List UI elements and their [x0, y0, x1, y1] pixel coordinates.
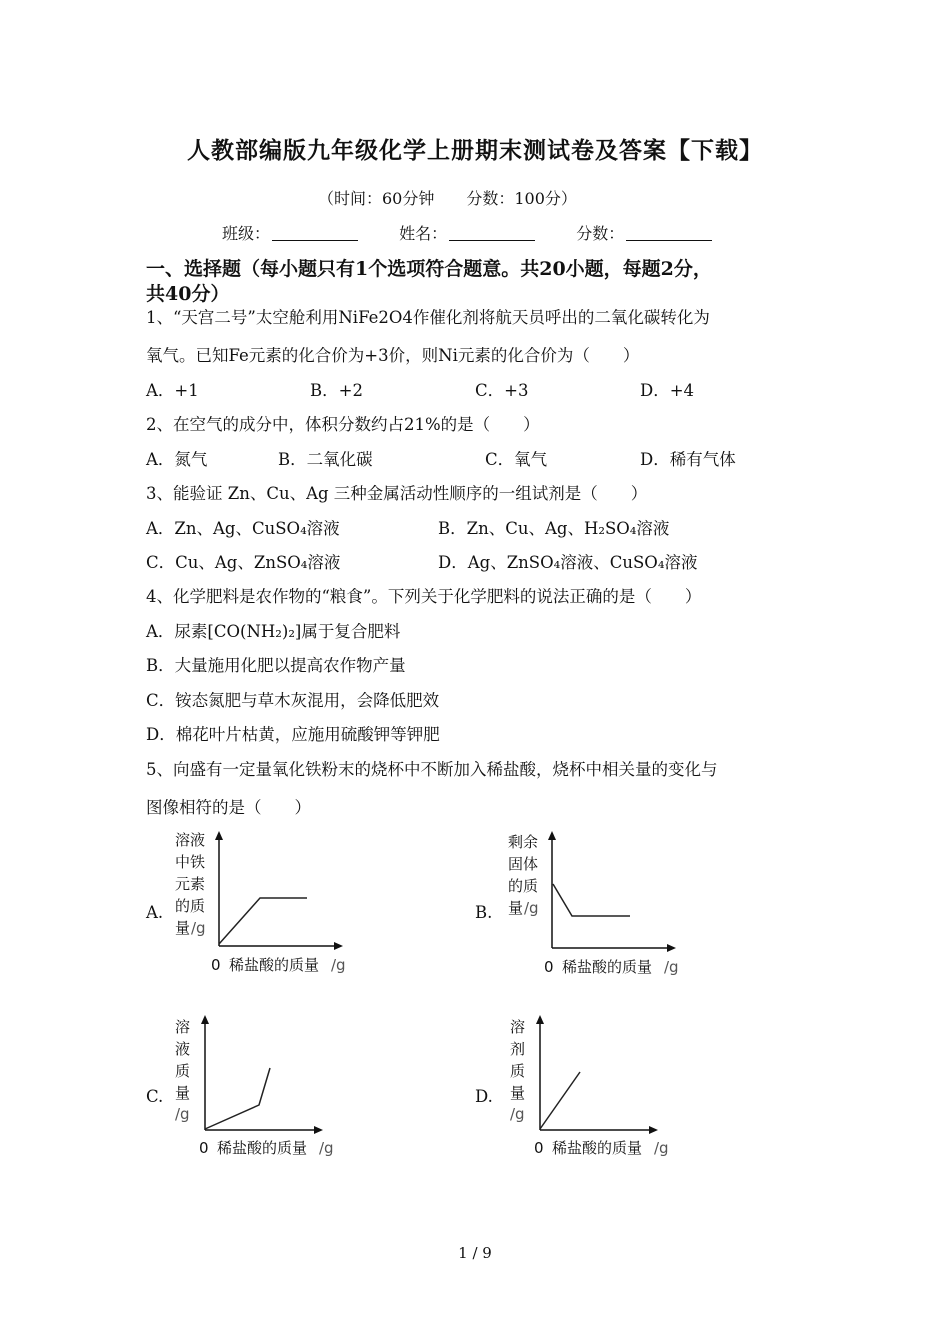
page-title: 人教部编版九年级化学上册期末测试卷及答案【下载】: [187, 137, 763, 164]
graph-b: [498, 826, 698, 976]
graph-c-curve: [205, 1068, 270, 1129]
graph-b-ylabel-line: 的质: [508, 877, 539, 895]
graph-c-ylabel: [175, 1018, 190, 1123]
section-heading-cont: 共40分）: [146, 283, 230, 305]
graph-d-xunit: /g: [654, 1139, 669, 1157]
page-number: 1 / 9: [458, 1244, 492, 1262]
graph-a-x-arrow: [334, 942, 343, 950]
graph-c-yunit: /g: [175, 1105, 190, 1123]
score-label: 分数：: [576, 224, 625, 243]
graph-b-label[interactable]: B.: [475, 903, 493, 922]
q4-option-d[interactable]: D．棉花叶片枯黄，应施用硫酸钾等钾肥: [146, 725, 440, 744]
q4-stem: 4、化学肥料是农作物的“粮食”。下列关于化学肥料的说法正确的是（ ）: [146, 587, 702, 606]
graph-c-xunit: /g: [319, 1139, 334, 1157]
graph-a-ylabel-line: 中铁: [175, 853, 206, 871]
graph-c-xlabel: 稀盐酸的质量: [217, 1139, 308, 1157]
graph-b-curve: [553, 884, 630, 916]
graph-a: [165, 826, 365, 976]
name-blank[interactable]: [449, 224, 535, 241]
graph-a-curve: [219, 898, 307, 944]
class-label: 班级：: [222, 224, 271, 243]
q3-option-b[interactable]: B．Zn、Cu、Ag、H₂SO₄溶液: [438, 519, 670, 538]
q5-stem-line2: 图像相符的是（ ）: [146, 798, 311, 817]
name-label: 姓名：: [399, 224, 448, 243]
graph-c: [165, 1008, 365, 1158]
graph-c-ylabel-line: 量: [175, 1084, 191, 1102]
graph-b-xunit: /g: [664, 958, 679, 976]
graph-d-curve: [540, 1072, 580, 1129]
q1-option-b[interactable]: B．+2: [310, 381, 363, 400]
score-blank[interactable]: [626, 224, 712, 241]
q4-option-c[interactable]: C．铵态氮肥与草木灰混用，会降低肥效: [146, 691, 440, 710]
q3-option-d[interactable]: D．Ag、ZnSO₄溶液、CuSO₄溶液: [438, 553, 698, 572]
q5-stem-line1: 5、向盛有一定量氧化铁粉末的烧杯中不断加入稀盐酸，烧杯中相关量的变化与: [146, 760, 718, 779]
graph-a-ylabel: [175, 831, 206, 937]
time-score-info: （时间：60分钟 分数：100分）: [318, 189, 577, 208]
graph-d-origin: 0: [534, 1139, 544, 1157]
q3-option-c[interactable]: C．Cu、Ag、ZnSO₄溶液: [146, 553, 341, 572]
graph-d-yunit: /g: [510, 1105, 525, 1123]
graph-c-y-arrow: [201, 1015, 209, 1024]
q1-option-d[interactable]: D．+4: [640, 381, 695, 400]
q3-stem: 3、能验证 Zn、Cu、Ag 三种金属活动性顺序的一组试剂是（ ）: [146, 484, 648, 503]
graph-b-ylabel-line: 量: [508, 899, 524, 917]
info-line: [222, 221, 712, 244]
graph-b-ylabel-line: 固体: [508, 855, 539, 873]
graph-c-ylabel-line: 溶: [175, 1018, 191, 1036]
graph-d-ylabel: [510, 1018, 525, 1123]
graph-d-y-arrow: [536, 1015, 544, 1024]
q2-option-b[interactable]: B．二氧化碳: [278, 450, 373, 469]
graph-b-ylabel: [508, 833, 539, 917]
graph-a-ylabel-line: 量: [175, 919, 191, 937]
graph-c-label[interactable]: C.: [146, 1087, 164, 1106]
graph-b-yunit: /g: [524, 899, 539, 917]
graph-d-ylabel-line: 溶: [510, 1018, 526, 1036]
graph-d-x-arrow: [649, 1126, 658, 1134]
q2-option-a[interactable]: A．氮气: [146, 450, 208, 469]
graph-d-ylabel-line: 量: [510, 1084, 526, 1102]
q1-option-c[interactable]: C．+3: [475, 381, 529, 400]
q2-option-d[interactable]: D．稀有气体: [640, 450, 736, 469]
graph-b-origin: 0: [544, 958, 554, 976]
graph-a-xunit: /g: [331, 956, 346, 974]
graph-a-ylabel-line: 的质: [175, 897, 206, 915]
class-blank[interactable]: [272, 224, 358, 241]
graph-a-ylabel-line: 溶液: [175, 831, 206, 849]
graph-a-origin: 0: [211, 956, 221, 974]
q4-option-b[interactable]: B．大量施用化肥以提高农作物产量: [146, 656, 406, 675]
q4-option-a[interactable]: A．尿素[CO(NH₂)₂]属于复合肥料: [146, 622, 401, 641]
q1-option-a[interactable]: A．+1: [146, 381, 199, 400]
graph-d-label[interactable]: D.: [475, 1087, 493, 1106]
graph-b-x-arrow: [667, 944, 676, 952]
graph-c-ylabel-line: 质: [175, 1062, 191, 1080]
graph-b-xlabel: 稀盐酸的质量: [562, 958, 653, 976]
graph-a-label[interactable]: A.: [146, 903, 164, 922]
graph-a-y-arrow: [215, 831, 223, 840]
graph-b-ylabel-line: 剩余: [508, 833, 539, 851]
graph-d: [498, 1008, 698, 1158]
graph-d-ylabel-line: 剂: [510, 1040, 526, 1058]
q2-option-c[interactable]: C．氧气: [485, 450, 548, 469]
graph-d-ylabel-line: 质: [510, 1062, 526, 1080]
q2-stem: 2、在空气的成分中，体积分数约占21%的是（ ）: [146, 415, 540, 434]
section-heading: 一、选择题（每小题只有1个选项符合题意。共20小题，每题2分，: [146, 258, 712, 280]
graph-c-ylabel-line: 液: [175, 1040, 191, 1058]
q3-option-a[interactable]: A．Zn、Ag、CuSO₄溶液: [146, 519, 340, 538]
graph-c-x-arrow: [314, 1126, 323, 1134]
q1-stem-line1: 1、“天宫二号”太空舱利用NiFe2O4作催化剂将航天员呼出的二氧化碳转化为: [146, 308, 710, 327]
q1-stem-line2: 氧气。已知Fe元素的化合价为+3价，则Ni元素的化合价为（ ）: [146, 346, 640, 365]
graph-c-origin: 0: [199, 1139, 209, 1157]
graph-d-xlabel: 稀盐酸的质量: [552, 1139, 643, 1157]
graph-b-y-arrow: [548, 831, 556, 840]
graph-a-xlabel: 稀盐酸的质量: [229, 956, 320, 974]
graph-a-yunit: /g: [191, 919, 206, 937]
graph-a-ylabel-line: 元素: [175, 875, 206, 893]
